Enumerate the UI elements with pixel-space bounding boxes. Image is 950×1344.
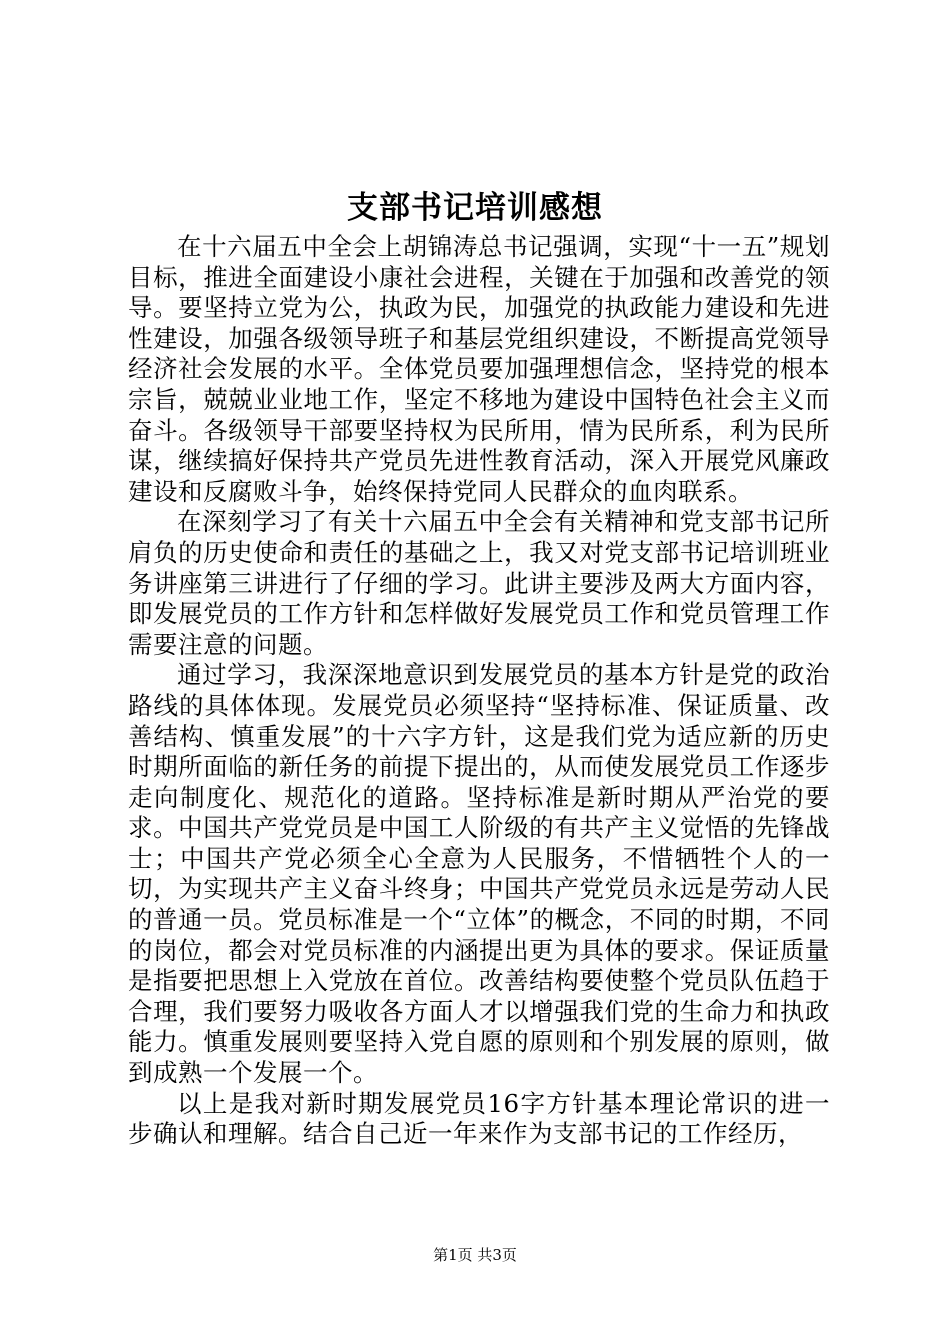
paragraph-1: 在十六届五中全会上胡锦涛总书记强调，实现“十一五”规划目标，推进全面建设小康社会进程，关键在于加强和改善党的领导。要坚持立党为公，执政为民，加强党的执政能力建设和先进性建设，加强各级领导班子和基层党组织建设，不断提高党领导经济社会发展的水平。全体党员要加强理想信念，坚持党的根本宗旨，兢兢业业地工作，坚定不移地为建设中国特色社会主义而奋斗。各级领导干部要坚持权为民所用，情为民所系，利为民所谋，继续搞好保持共产党员先进性教育活动，深入开展党风廉政建设和反腐败斗争，始终保持党同人民群众的血肉联系。 — [128, 232, 830, 506]
paragraph-4: 以上是我对新时期发展党员16字方针基本理论常识的进一步确认和理解。结合自己近一年来作为支部书记的工作经历， — [128, 1088, 830, 1149]
document-body — [128, 232, 830, 1150]
paragraph-3: 通过学习，我深深地意识到发展党员的基本方针是党的政治路线的具体体现。发展党员必须坚持“坚持标准、保证质量、改善结构、慎重发展”的十六字方针，这是我们党为适应新的历史时期所面临的新任务的前提下提出的，从而使发展党员工作逐步走向制度化、规范化的道路。坚持标准是新时期从严治党的要求。中国共产党党员是中国工人阶级的有共产主义觉悟的先锋战士；中国共产党必须全心全意为人民服务，不惜牺牲个人的一切，为实现共产主义奋斗终身；中国共产党党员永远是劳动人民的普通一员。党员标准是一个“立体”的概念，不同的时期，不同的岗位，都会对党员标准的内涵提出更为具体的要求。保证质量是指要把思想上入党放在首位。改善结构要使整个党员队伍趋于合理，我们要努力吸收各方面人才以增强我们党的生命力和执政能力。慎重发展则要坚持入党自愿的原则和个别发展的原则，做到成熟一个发展一个。 — [128, 660, 830, 1088]
paragraph-2: 在深刻学习了有关十六届五中全会有关精神和党支部书记所肩负的历史使命和责任的基础之上，我又对党支部书记培训班业务讲座第三讲进行了仔细的学习。此讲主要涉及两大方面内容，即发展党员的工作方针和怎样做好发展党员工作和党员管理工作需要注意的问题。 — [128, 507, 830, 659]
page-footer: 第1页 共3页 — [433, 1246, 517, 1264]
document-title: 支部书记培训感想 — [347, 190, 603, 226]
